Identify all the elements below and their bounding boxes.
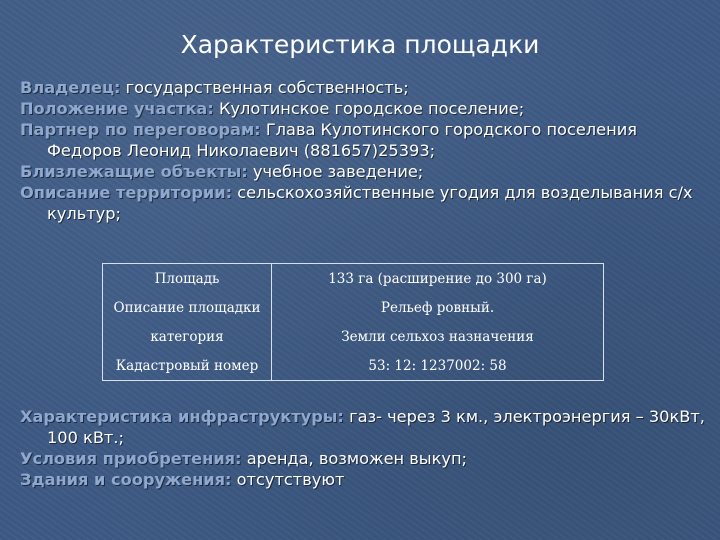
table-key-cell: Площадь	[103, 264, 272, 294]
site-info-table	[102, 263, 604, 381]
territory-description-label: Описание территории:	[20, 183, 233, 202]
table-row	[103, 351, 604, 381]
infrastructure-item	[20, 406, 710, 448]
acquisition-terms-item	[20, 448, 710, 469]
partner-value: Глава Кулотинского городского поселения Федоров Леонид Николаевич (881657)25393;	[47, 120, 637, 160]
table-value-cell: 133 га (расширение до 300 га)	[328, 270, 547, 287]
location-label: Положение участка:	[20, 99, 214, 118]
buildings-item	[20, 469, 710, 490]
table-value-cell: Земли сельхоз назначения	[341, 328, 534, 345]
territory-description-item	[20, 182, 710, 224]
infrastructure-label: Характеристика инфраструктуры:	[20, 407, 344, 426]
nearby-objects-item	[20, 161, 710, 182]
nearby-objects-label: Близлежащие объекты:	[20, 162, 248, 181]
infrastructure-value: газ- через 3 км., электроэнергия – 30кВт, 100 кВт.;	[47, 407, 705, 447]
slide-title: Характеристика площадки	[180, 30, 540, 59]
buildings-value: отсутствуют	[236, 470, 345, 489]
table-row	[103, 264, 604, 294]
location-value: Кулотинское городское поселение;	[218, 99, 525, 118]
table-value-cell: Рельеф ровный.	[380, 299, 495, 316]
partner-label: Партнер по переговорам:	[20, 120, 261, 139]
table-row	[103, 322, 604, 351]
site-details	[20, 77, 710, 224]
partner-item	[20, 119, 710, 161]
table-key-cell: категория	[103, 322, 272, 351]
buildings-label: Здания и сооружения:	[20, 470, 232, 489]
territory-description-value: сельскохозяйственные угодия для возделывания с/х культур;	[47, 183, 693, 223]
nearby-objects-value: учебное заведение;	[252, 162, 424, 181]
acquisition-terms-label: Условия приобретения:	[20, 449, 242, 468]
acquisition-terms-value: аренда, возможен выкуп;	[246, 449, 467, 468]
table-value-cell: 53: 12: 1237002: 58	[368, 357, 507, 374]
infrastructure-details	[20, 406, 710, 490]
location-item	[20, 98, 710, 119]
owner-value: государственная собственность;	[125, 78, 409, 97]
owner-label: Владелец:	[20, 78, 121, 97]
table-key-cell: Описание площадки	[103, 293, 272, 322]
table-row	[103, 293, 604, 322]
table-key-cell: Кадастровый номер	[103, 351, 272, 381]
owner-item	[20, 77, 710, 98]
